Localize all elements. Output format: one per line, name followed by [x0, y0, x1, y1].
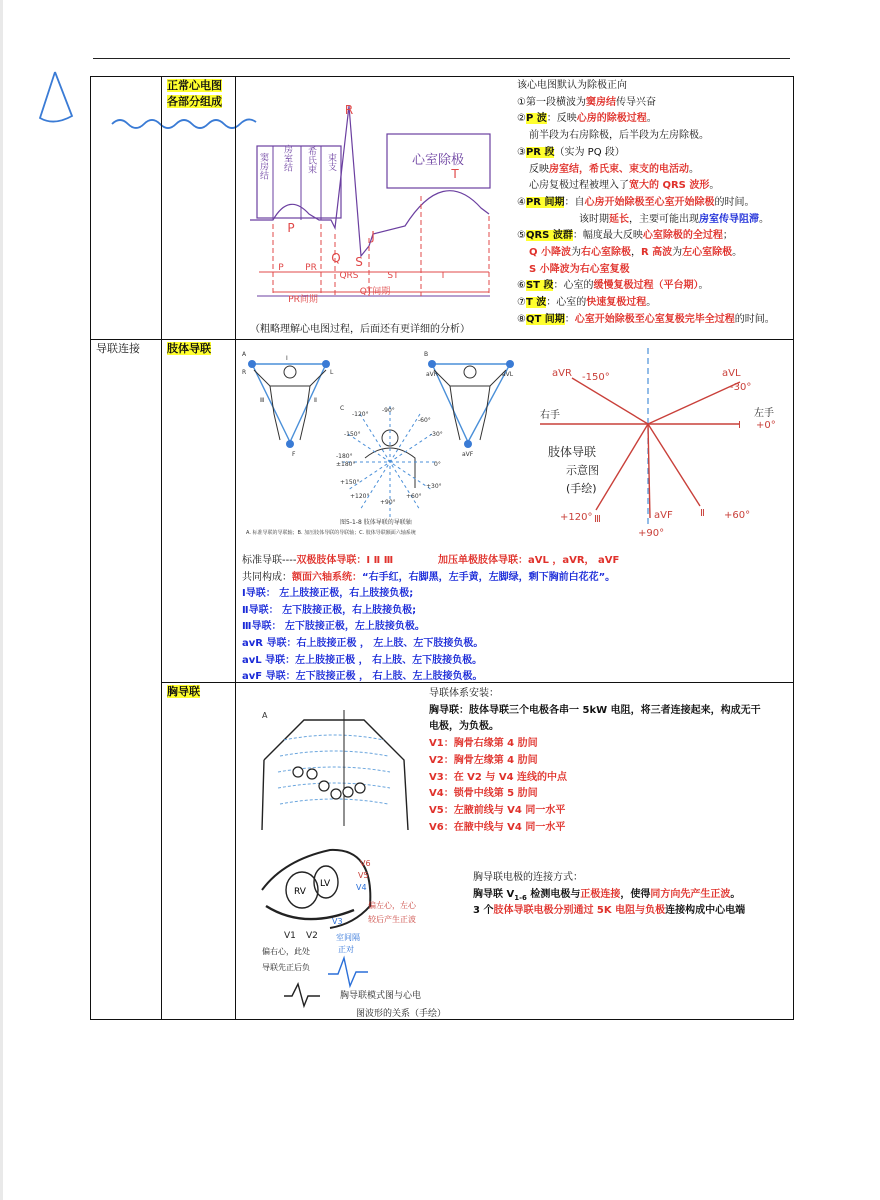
- hand-n7: 胸导联模式图与心电: [340, 991, 422, 1001]
- hand-n1: 偏右心，此处: [262, 947, 310, 956]
- chest-v5: V5：左腋前线与 V4 同一水平: [429, 804, 566, 816]
- conn-line3: 3 个肢体导联电极分别通过 5K 电阻与负极连接构成中心电端: [473, 905, 746, 917]
- ecg-seg-PR: PR: [305, 263, 317, 273]
- label-limb-leads: 肢体导联: [167, 342, 211, 355]
- hand-III: Ⅲ: [594, 514, 601, 525]
- note-8: 该时期延长，主要可能出现房室传导阻滞。: [579, 213, 769, 225]
- hand-LV: LV: [320, 879, 331, 889]
- hand-I-deg: +0°: [756, 420, 776, 431]
- limb-l1: Ⅰ导联： 左上肢接正极，右上肢接负极;: [242, 588, 414, 600]
- chest-fig-A: A: [262, 711, 268, 720]
- ecg-label-av-node: 房室结: [282, 144, 292, 172]
- note-7: ④PR 间期：自心房开始除极至心室开始除极的时间。: [517, 196, 755, 208]
- note-3: 前半段为右房除极，后半段为左房除极。: [529, 130, 709, 142]
- limb-avr: avR 导联：右上肢接正极 ， 左上肢、左下肢接负极。: [242, 638, 484, 649]
- ecg-seg-ST: ST: [387, 271, 399, 281]
- einthoven-triangle-b: [432, 364, 510, 442]
- fig-C: C: [340, 405, 345, 412]
- heart-outline: [262, 850, 370, 928]
- note-13: ⑦T 波：心室的快速复极过程。: [517, 297, 657, 309]
- ecg-label-bundle: 束支: [326, 153, 336, 171]
- ecg-label-Q: Q: [331, 251, 341, 265]
- chest-v6: V6：在腋中线与 V4 同一水平: [429, 821, 566, 833]
- fig-30: +30°: [426, 483, 442, 490]
- ecg-waveform: [250, 106, 490, 256]
- hand-n3: 室间隔: [336, 933, 360, 942]
- hand-V5: V5: [358, 871, 369, 880]
- note-12: ⑥ST 段：心室的缓慢复极过程（平台期）。: [517, 280, 709, 292]
- ecg-label-S: S: [355, 255, 363, 269]
- limb-l2: Ⅱ导联： 左下肢接正极，右上肢接负极;: [242, 604, 417, 616]
- hand-n8: 图波形的关系（手绘）: [356, 1009, 447, 1019]
- ecg-seg-T: T: [440, 271, 446, 281]
- fig-m30: -30°: [430, 431, 443, 438]
- ecg-seg-QRS: QRS: [339, 271, 359, 281]
- fig-B: B: [424, 351, 429, 358]
- hand-I: Ⅰ: [738, 420, 741, 431]
- limb-aug: 加压单极肢体导联：aVL ，aVR， aVF: [438, 555, 620, 566]
- ecg-diagram: [245, 96, 500, 322]
- hand-axis-diagram: [530, 346, 790, 542]
- note-0: 该心电图默认为除极正向: [517, 80, 627, 91]
- hand-V4: V4: [356, 883, 367, 892]
- hand-aVF: aVF: [654, 510, 673, 521]
- label-normal-ecg-2: 各部分组成: [167, 95, 222, 108]
- fig-m60: -60°: [418, 417, 431, 424]
- conn-line2: 胸导联 $V_{1-6}$ 检测电极与正极连接，使得同方向先产生正波。: [473, 888, 741, 902]
- hand-n2: 导联先正后负: [262, 963, 310, 972]
- chest-outline: [262, 720, 408, 830]
- fig-aVL: aVL: [502, 371, 514, 378]
- limb-avl: avL 导联：左上肢接正极 ， 右上肢、左下肢接负极。: [242, 654, 483, 666]
- ecg-label-R: R: [344, 103, 354, 117]
- fig-lead2: Ⅱ: [314, 397, 317, 404]
- ecg-label-sinus: 窦房结: [258, 152, 268, 180]
- chest-v3: V3：在 V2 与 V4 连线的中点: [429, 771, 568, 783]
- ecg-label-T: T: [451, 167, 459, 181]
- fig-caption-1: 图5-1-8 肢体导联的导联轴: [340, 519, 412, 526]
- page-edge: [0, 0, 3, 1200]
- hand-n6: 较后产生正波: [368, 915, 416, 924]
- note-4: ③PR 段（实为 PQ 段）: [517, 146, 625, 158]
- fig-m150: -150°: [344, 431, 361, 438]
- hand-V1: V1: [284, 931, 296, 941]
- ecg-pr-interval: PR间期: [288, 295, 318, 305]
- fig-m90: -90°: [382, 407, 395, 414]
- body-outlines: [254, 366, 506, 488]
- limb-std: 标准导联----双极肢体导联：Ⅰ Ⅱ Ⅲ: [242, 555, 394, 566]
- hand-V2: V2: [306, 931, 318, 941]
- hand-aVR-deg: -150°: [582, 372, 610, 383]
- note-10: Q 小降波为右心室除极，R 高波为左心室除极。: [529, 247, 743, 258]
- limb-avf: avF 导联：左下肢接正极 ， 右上肢、左上肢接负极。: [242, 671, 483, 683]
- chest-v2: V2：胸骨左缘第 4 肋间: [429, 754, 538, 766]
- hand-title-1: 肢体导联: [548, 445, 597, 459]
- label-lead-connection: 导联连接: [96, 342, 140, 355]
- hand-aVR: aVR: [552, 368, 572, 379]
- limb-lead-figure: [240, 344, 530, 540]
- hand-aVL: aVL: [722, 368, 741, 379]
- hand-V6: V6: [360, 859, 371, 868]
- hand-title-3: (手绘): [566, 482, 597, 495]
- hand-aVF-deg: +90°: [638, 528, 665, 539]
- label-normal-ecg-1: 正常心电图: [167, 79, 222, 92]
- ecg-caption: （粗略理解心电图过程，后面还有更详细的分析）: [250, 324, 470, 335]
- hand-II-deg: +60°: [724, 510, 751, 521]
- ecg-label-J: J: [371, 229, 375, 243]
- hand-RV: RV: [294, 887, 306, 897]
- ecg-qt-interval: QT间期: [359, 287, 391, 297]
- chest-electrode-figure: [244, 690, 424, 836]
- note-5: 反映房室结，希氏束、束支的电活动。: [529, 163, 699, 175]
- fig-180b: ±180°: [336, 461, 356, 468]
- fig-150: +150°: [340, 479, 360, 486]
- fig-60: +60°: [406, 493, 422, 500]
- note-6: 心房复极过程被埋入了宽大的 QRS 波形。: [529, 180, 720, 192]
- ecg-label-ventricle: 心室除极: [411, 153, 465, 168]
- chest-title: 导联体系安装：: [429, 688, 499, 699]
- conn-title: 胸导联电极的连接方式：: [473, 872, 583, 883]
- fig-120: +120°: [350, 493, 370, 500]
- fig-caption-2: A. 标准导联的导联轴；B. 加压肢体导联的导联轴；C. 肢体导联额面六轴系统: [246, 530, 416, 536]
- hand-right-hand: 右手: [540, 410, 560, 421]
- chest-hand-drawing: [244, 846, 464, 1022]
- label-normal-ecg: [167, 78, 222, 110]
- label-chest-leads: 胸导联: [167, 685, 200, 698]
- hand-aVL-deg: -30°: [730, 382, 752, 393]
- fig-F: F: [292, 451, 296, 458]
- fig-lead3: Ⅲ: [260, 397, 265, 404]
- note-2: ②P 波：反映心房的除极过程。: [517, 113, 657, 125]
- limb-l3: Ⅲ导联： 左下肢接正极，左上肢接负极。: [242, 621, 425, 633]
- ecg-label-his: 希氏束: [306, 146, 316, 174]
- fig-aVF: aVF: [462, 451, 474, 458]
- chest-p2: 电极，为负极。: [429, 721, 499, 733]
- fig-180a: -180°: [336, 453, 353, 460]
- hand-III-deg: +120°: [560, 512, 593, 523]
- chest-p1: 胸导联：肢体导联三个电极各串一 5kW 电阻，将三者连接起来，构成无干: [429, 704, 761, 716]
- doodle-cone: [30, 68, 90, 128]
- fig-R: R: [242, 369, 247, 376]
- ecg-seg-P: P: [278, 263, 284, 273]
- hand-title-2: 示意图: [566, 464, 599, 477]
- fig-aVR: aVR: [426, 371, 438, 378]
- ecg-label-P: P: [287, 221, 295, 235]
- hand-n4: 正对: [338, 945, 354, 954]
- fig-0: 0°: [434, 461, 441, 468]
- chest-v4: V4：锁骨中线第 5 肋间: [429, 788, 538, 800]
- hand-n5: 偏左心，左心: [368, 901, 416, 910]
- note-9: ⑤QRS 波群：幅度最大反映心室除极的全过程；: [517, 230, 733, 242]
- hand-left-hand: 左手: [754, 408, 774, 419]
- note-1: ①第一段横波为窦房结传导兴奋: [517, 96, 656, 108]
- fig-L: L: [330, 369, 334, 376]
- fig-90: +90°: [380, 499, 396, 506]
- header-rule: [93, 58, 790, 59]
- fig-lead1: Ⅰ: [286, 355, 288, 362]
- fig-A: A: [242, 351, 247, 358]
- hand-II: Ⅱ: [700, 508, 705, 519]
- note-11: S 小降波为右心室复极: [529, 263, 630, 275]
- fig-m120: -120°: [352, 411, 369, 418]
- note-14: ⑧QT 间期：心室开始除极至心室复极完毕全过程的时间。: [517, 313, 775, 325]
- limb-common: 共同构成：额面六轴系统：“右手红，右脚黑，左手黄，左脚绿，剩下胸前白花花”。: [242, 571, 616, 583]
- chest-v1: V1：胸骨右缘第 4 肋间: [429, 738, 538, 750]
- hand-V3: V3: [332, 917, 343, 926]
